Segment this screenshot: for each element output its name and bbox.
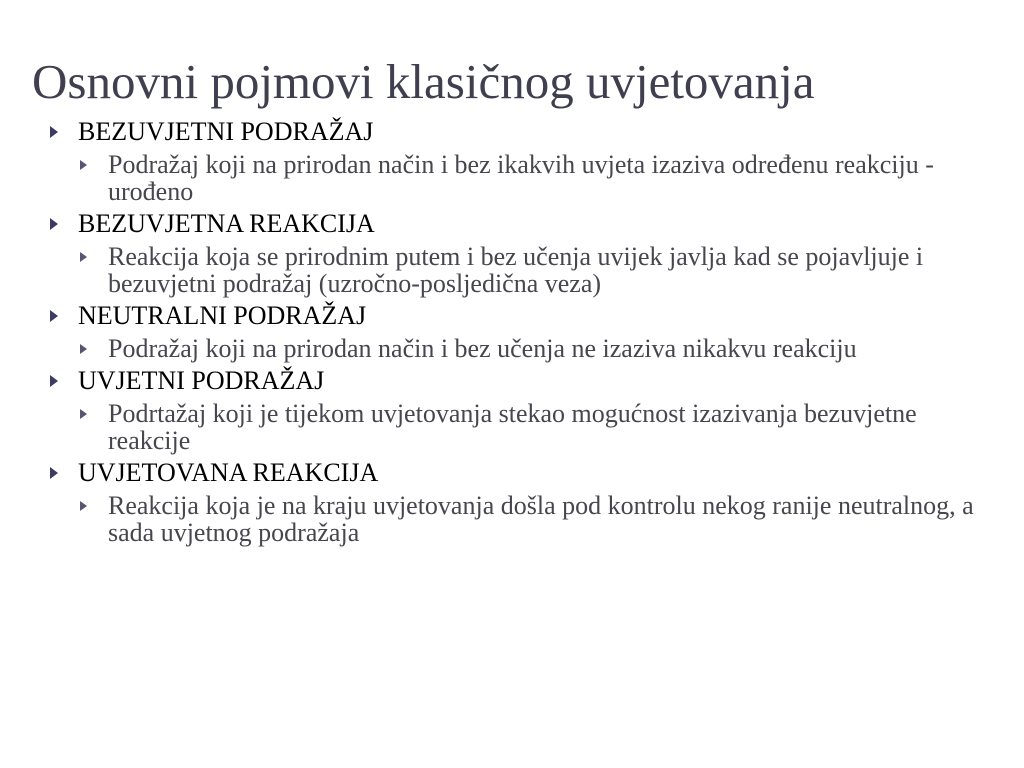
triangle-right-icon <box>50 310 58 322</box>
bullet-item-term <box>50 458 990 488</box>
definition-text: Reakcija koja se prirodnim putem i bez učenja uvijek javlja kad se pojavljuje i bezuvjetni podražaj (uzročno-posljedična veza) <box>108 242 924 298</box>
bullet-icon <box>50 209 78 239</box>
triangle-right-icon <box>80 501 87 511</box>
definition-text: Podražaj koji na prirodan način i bez ikakvih uvjeta izaziva određenu reakciju - urođeno <box>108 150 934 206</box>
term-label: BEZUVJETNI PODRAŽAJ <box>78 117 374 146</box>
triangle-right-icon <box>80 409 87 419</box>
definition-text: Podražaj koji na prirodan način i bez učenja ne izaziva nikakvu reakciju <box>108 334 857 363</box>
bullet-icon <box>50 301 78 331</box>
slide-title: Osnovni pojmovi klasičnog uvjetovanja <box>32 54 815 109</box>
triangle-right-icon <box>50 126 58 138</box>
definition-text: Podrtažaj koji je tijekom uvjetovanja stekao mogućnost izazivanja bezuvjetne reakcije <box>108 399 917 455</box>
triangle-right-icon <box>50 218 58 230</box>
bullet-icon <box>80 400 108 427</box>
bullet-icon <box>80 151 108 178</box>
bullet-item-definition <box>80 335 990 362</box>
bullet-icon <box>50 117 78 147</box>
bullet-item-definition <box>80 243 990 297</box>
triangle-right-icon <box>50 375 58 387</box>
term-label: NEUTRALNI PODRAŽAJ <box>78 301 367 330</box>
bullet-item-definition <box>80 400 990 454</box>
triangle-right-icon <box>80 344 87 354</box>
term-label: UVJETOVANA REAKCIJA <box>78 458 379 487</box>
triangle-right-icon <box>80 252 87 262</box>
bullet-list <box>50 114 990 546</box>
bullet-item-term <box>50 366 990 396</box>
definition-text: Reakcija koja je na kraju uvjetovanja došla pod kontrolu nekog ranije neutralnog, a sada uvjetnog podražaja <box>108 491 974 547</box>
term-label: UVJETNI PODRAŽAJ <box>78 366 325 395</box>
triangle-right-icon <box>50 467 58 479</box>
bullet-item-definition <box>80 492 990 546</box>
bullet-item-term <box>50 301 990 331</box>
bullet-icon <box>80 492 108 519</box>
bullet-item-term <box>50 117 990 147</box>
term-label: BEZUVJETNA REAKCIJA <box>78 209 375 238</box>
bullet-item-definition <box>80 151 990 205</box>
bullet-icon <box>80 243 108 270</box>
bullet-icon <box>80 335 108 362</box>
bullet-item-term <box>50 209 990 239</box>
bullet-icon <box>50 458 78 488</box>
bullet-icon <box>50 366 78 396</box>
triangle-right-icon <box>80 160 87 170</box>
